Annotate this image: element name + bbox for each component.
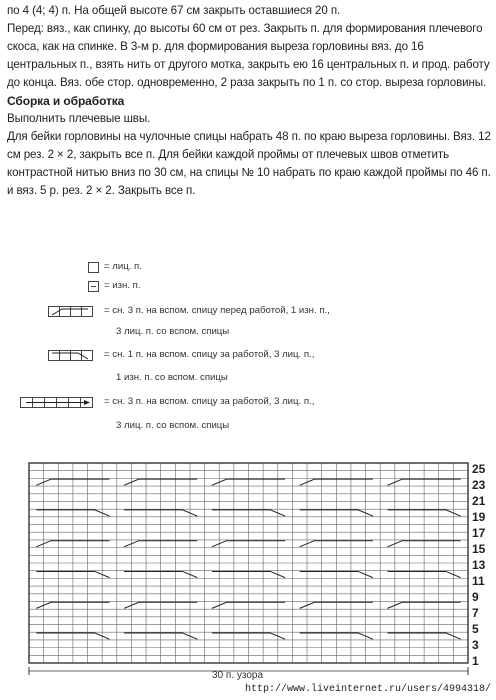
legend-cable-2-line-1: = сн. 1 п. на вспом. спицу за работой, 3 лиц. п., bbox=[104, 349, 315, 360]
row-number: 21 bbox=[472, 494, 486, 508]
legend-cable-3-line-1: = сн. 3 п. на вспом. спицу за работой, 3 лиц. п., bbox=[104, 396, 315, 407]
row-number: 13 bbox=[472, 558, 486, 572]
legend-cable-3-line-2: 3 лиц. п. со вспом. спицы bbox=[116, 420, 230, 431]
row-number: 19 bbox=[472, 510, 486, 524]
row-number: 7 bbox=[472, 606, 479, 620]
row-number: 17 bbox=[472, 526, 486, 540]
repeat-label: 30 п. узора bbox=[212, 670, 264, 681]
legend-knit: = лиц. п. bbox=[104, 261, 142, 272]
legend-cable-2-line-2: 1 изн. п. со вспом. спицы bbox=[116, 372, 228, 383]
row-number: 15 bbox=[472, 542, 486, 556]
legend-purl: = изн. п. bbox=[104, 280, 141, 291]
section-heading: Сборка и обработка bbox=[7, 94, 125, 108]
paragraph-seams: Выполнить плечевые швы. bbox=[7, 112, 151, 125]
row-number: 25 bbox=[472, 462, 486, 476]
row-number: 3 bbox=[472, 638, 479, 652]
row-number: 5 bbox=[472, 622, 479, 636]
paragraph-1: по 4 (4; 4) п. На общей высоте 67 см закрыть оставшиеся 20 п. bbox=[7, 4, 341, 17]
row-number: 1 bbox=[472, 654, 479, 668]
legend-cable-1-line-1: = сн. 3 п. на вспом. спицу перед работой, 1 изн. п., bbox=[104, 305, 330, 316]
row-numbers bbox=[472, 462, 496, 668]
row-number: 9 bbox=[472, 590, 479, 604]
paragraph-finishing: Для бейки горловины на чулочные спицы набрать 48 п. по краю выреза горловины. Вяз. 12 см рез. 2 × 2, закрыть все п. Для бейки каждой проймы от плечевых швов отметить контрастной нитью вниз по 30 см, на спицы № 10 набрать по краю каждой проймы по 46 п. и вяз. 5 р. рез. 2 × 2. Закрыть все п. bbox=[7, 130, 491, 197]
row-number: 11 bbox=[472, 574, 485, 588]
source-url: http://www.liveinternet.ru/users/4994318/ bbox=[245, 684, 492, 695]
paragraph-front: Перед: вяз., как спинку, до высоты 60 см от рез. Закрыть п. для формирования плечевого скоса, как на спинке. В 3-м р. для формирования выреза горловины вяз. до 16 центральных п., взять нить от другого мотка, закрыть ею 16 центральных п. и прод. работу до конца. Вяз. обе стор. одновременно, 2 раза закрыть по 1 п. со стор. выреза горловины. bbox=[7, 22, 490, 89]
legend-cable-1-line-2: 3 лиц. п. со вспом. спицы bbox=[116, 326, 230, 337]
row-number: 23 bbox=[472, 478, 486, 492]
